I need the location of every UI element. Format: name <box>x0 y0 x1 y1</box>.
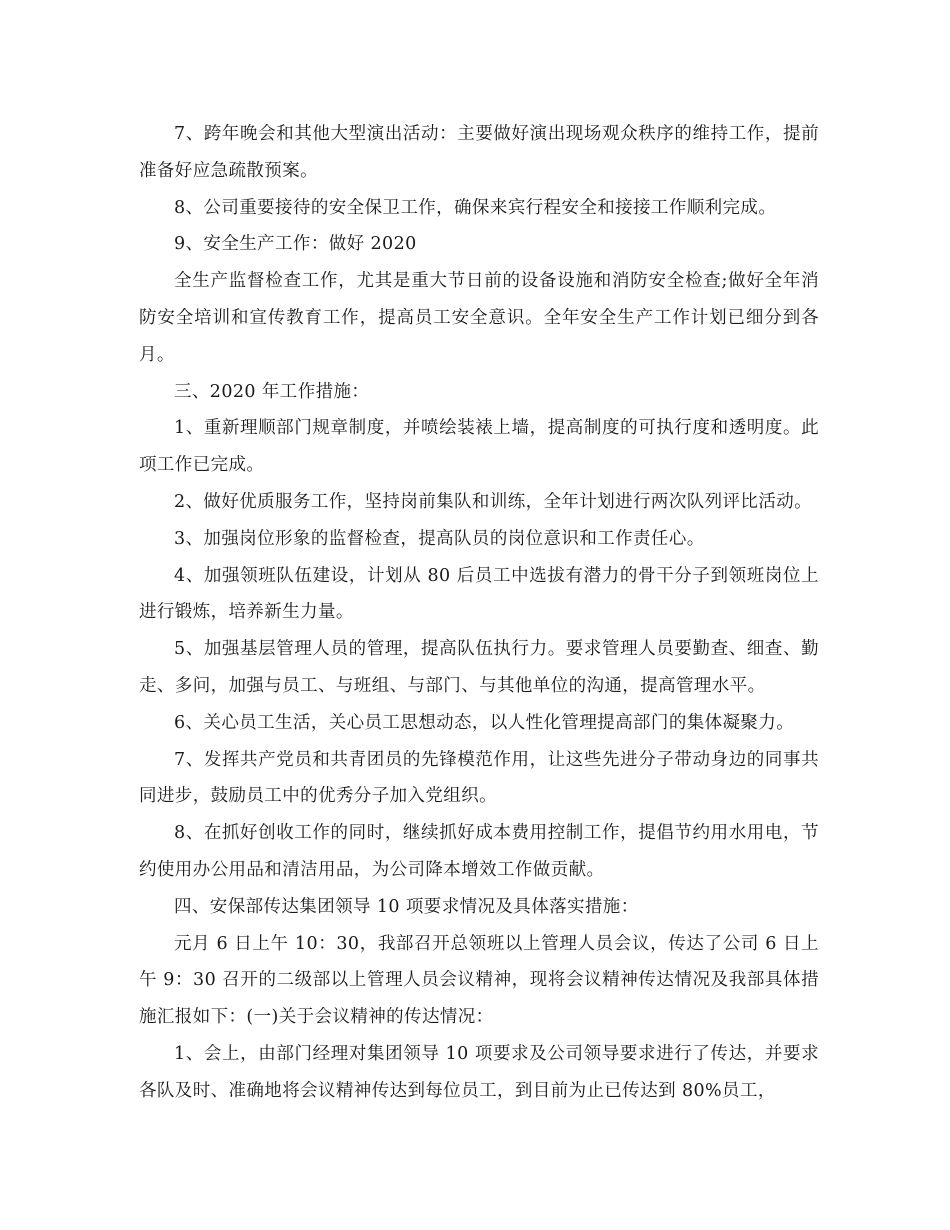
paragraph-item-8-reception-security: 8、公司重要接待的安全保卫工作，确保来宾行程安全和接接工作顺利完成。 <box>174 197 777 218</box>
paragraph-safety-inspection: 全生产监督检查工作，尤其是重大节日前的设备设施和消防安全检查;做好全年消防安全培训和宣传教育工作，提高员工安全意识。全年安全生产工作计划已细分到各月。 <box>139 271 819 365</box>
document-body <box>139 116 819 1110</box>
measure-item-6: 6、关心员工生活，关心员工思想动态，以人性化管理提高部门的集体凝聚力。 <box>174 712 795 733</box>
measure-item-3: 3、加强岗位形象的监督检查，提高队员的岗位意识和工作责任心。 <box>174 528 705 549</box>
measure-item-7: 7、发挥共产党员和共青团员的先锋模范作用，让这些先进分子带动身边的同事共同进步，鼓励员工中的优秀分子加入党组织。 <box>139 749 819 807</box>
paragraph-meeting-report: 元月 6 日上午 10：30，我部召开总领班以上管理人员会议，传达了公司 6 日上午 9：30 召开的二级部以上管理人员会议精神，现将会议精神传达情况及我部具体措施汇报如下：(一)关于会议精神的传达情况： <box>139 933 819 1028</box>
measure-item-2: 2、做好优质服务工作，坚持岗前集队和训练，全年计划进行两次队列评比活动。 <box>174 491 813 512</box>
section-heading-group-requirements: 四、安保部传达集团领导 10 项要求情况及具体落实措施： <box>174 896 639 917</box>
measure-item-1: 1、重新理顺部门规章制度，并喷绘装裱上墙，提高制度的可执行度和透明度。此项工作已完成。 <box>139 418 819 476</box>
paragraph-meeting-item-1: 1、会上，由部门经理对集团领导 10 项要求及公司领导要求进行了传达，并要求各队及时、准确地将会议精神传达到每位员工，到目前为止已传达到 80%员工， <box>139 1043 819 1101</box>
paragraph-item-7-evening-gala: 7、跨年晚会和其他大型演出活动：主要做好演出现场观众秩序的维持工作，提前准备好应急疏散预案。 <box>139 124 819 181</box>
measure-item-4: 4、加强领班队伍建设，计划从 80 后员工中选拔有潜力的骨干分子到领班岗位上进行锻炼，培养新生力量。 <box>139 565 819 623</box>
measure-item-8: 8、在抓好创收工作的同时，继续抓好成本费用控制工作，提倡节约用水用电，节约使用办公用品和清洁用品，为公司降本增效工作做贡献。 <box>139 823 819 880</box>
section-heading-work-measures: 三、2020 年工作措施： <box>174 381 370 402</box>
measure-item-5: 5、加强基层管理人员的管理，提高队伍执行力。要求管理人员要勤查、细查、勤走、多问，加强与员工、与班组、与部门、与其他单位的沟通，提高管理水平。 <box>139 639 819 696</box>
paragraph-item-9-safety-production: 9、安全生产工作：做好 2020 <box>174 234 417 255</box>
